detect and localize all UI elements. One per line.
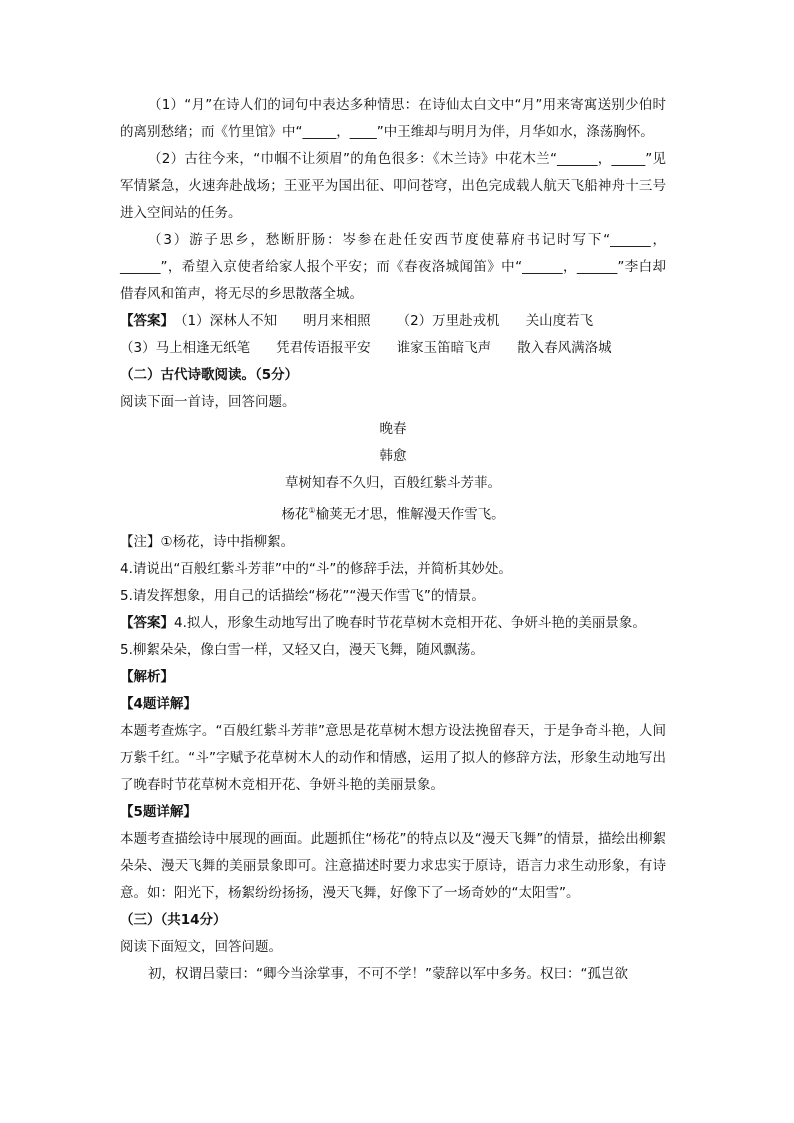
section-2-title: （二）古代诗歌阅读。（5分）: [120, 367, 299, 383]
answer-item: 明月来相照: [303, 313, 371, 329]
answer-item: 关山度若飞: [525, 313, 594, 329]
answer-item: 散入春风满洛城: [517, 340, 612, 356]
answer-item: （2）万里赴戎机: [396, 313, 500, 329]
answer-label: 【答案】: [120, 614, 174, 631]
poem-line-2-part-a: 杨花: [281, 506, 309, 523]
detail-4-label: 【4题详解】: [120, 695, 197, 712]
answer-item: （1）深林人不知: [174, 313, 278, 329]
poem-author: 韩愈: [379, 448, 407, 464]
poem-line-1: 草树知春不久归，百般红紫斗芳菲。: [285, 475, 501, 491]
poem-line-2-part-b: 榆荚无才思，惟解漫天作雪飞。: [315, 506, 505, 523]
footnote-marker: ①: [308, 506, 316, 515]
analysis-label: 【解析】: [120, 668, 174, 685]
answer-item: （3）马上相逢无纸笔: [120, 340, 251, 356]
answer-row-1: [120, 308, 666, 335]
answer-2: [120, 610, 666, 637]
section-3-title: （三）（共14分）: [120, 911, 227, 928]
detail-5-text: 本题考查描绘诗中展现的画面。此题抓住“杨花”的特点以及“漫天飞舞”的情景，描绘出柳絮朵朵、漫天飞舞的美丽景象即可。注意描述时要力求忠实于原诗，语言力求生动形象，有诗意。如：阳光下，杨絮纷纷扬扬，漫天飞舞，好像下了一场奇妙的“太阳雪”。: [120, 830, 666, 901]
passage-text: 初，权谓吕蒙曰：“卿今当涂掌事，不可不学！”蒙辞以军中多务。权曰：“孤岂欲: [148, 965, 628, 982]
answer-item: 凭君传语报平安: [276, 340, 371, 356]
question-4: 4.请说出“百般红紫斗芳菲”中的“斗”的修辞手法，并简析其妙处。: [120, 560, 512, 577]
question-1: （1）“月”在诗人们的词句中表达多种情思：在诗仙太白文中“月”用来寄寓送别少伯时的离别愁绪；而《竹里馆》中“_____，____”中王维却与明月为伴，月华如水，涤荡胸怀。: [120, 97, 666, 140]
question-5: 5.请发挥想象，用自己的话描绘“杨花”“漫天作雪飞”的情景。: [120, 587, 485, 604]
poem-note: 【注】①杨花，诗中指柳絮。: [120, 533, 295, 550]
poem-line-2: [120, 497, 666, 529]
question-3: （3）游子思乡，愁断肝肠：岑参在赴任安西节度使幕府书记时写下“______，______”，希望入京使者给家人报个平安；而《春夜洛城闻笛》中“______，______”李白却借春风和笛声，将无尽的乡思散落全城。: [120, 232, 666, 302]
answer-item: 谁家玉笛暗飞声: [396, 340, 492, 356]
section-3-intro: 阅读下面短文，回答问题。: [120, 938, 282, 955]
detail-4-text: 本题考查炼字。“百般红紫斗芳菲”意思是花草树木想方设法挽留春天，于是争奇斗艳，人间万紫千红。“斗”字赋予花草树木人的动作和情感，运用了拟人的修辞方法，形象生动地写出了晚春时节花草树木竞相开花、争妍斗艳的美丽景象。: [120, 722, 666, 793]
answer-2-line-2: 5.柳絮朵朵，像白雪一样，又轻又白，漫天飞舞，随风飘荡。: [120, 641, 484, 658]
answer-row-2: [120, 335, 666, 362]
detail-5-label: 【5题详解】: [120, 803, 197, 820]
document-page: [120, 92, 666, 988]
poem-title: 晚春: [379, 421, 407, 437]
question-2: （2）古往今来，“巾帼不让须眉”的角色很多：《木兰诗》中花木兰“______，_____”见军情紧急，火速奔赴战场；王亚平为国出征、叩问苍穹，出色完成载人航天飞船神舟十三号进入空间站的任务。: [120, 151, 666, 221]
answer-2-text: 4.拟人，形象生动地写出了晚春时节花草树木竞相开花、争妍斗艳的美丽景象。: [174, 614, 646, 631]
section-2-intro: 阅读下面一首诗，回答问题。: [120, 394, 296, 410]
answer-label: 【答案】: [120, 313, 174, 329]
